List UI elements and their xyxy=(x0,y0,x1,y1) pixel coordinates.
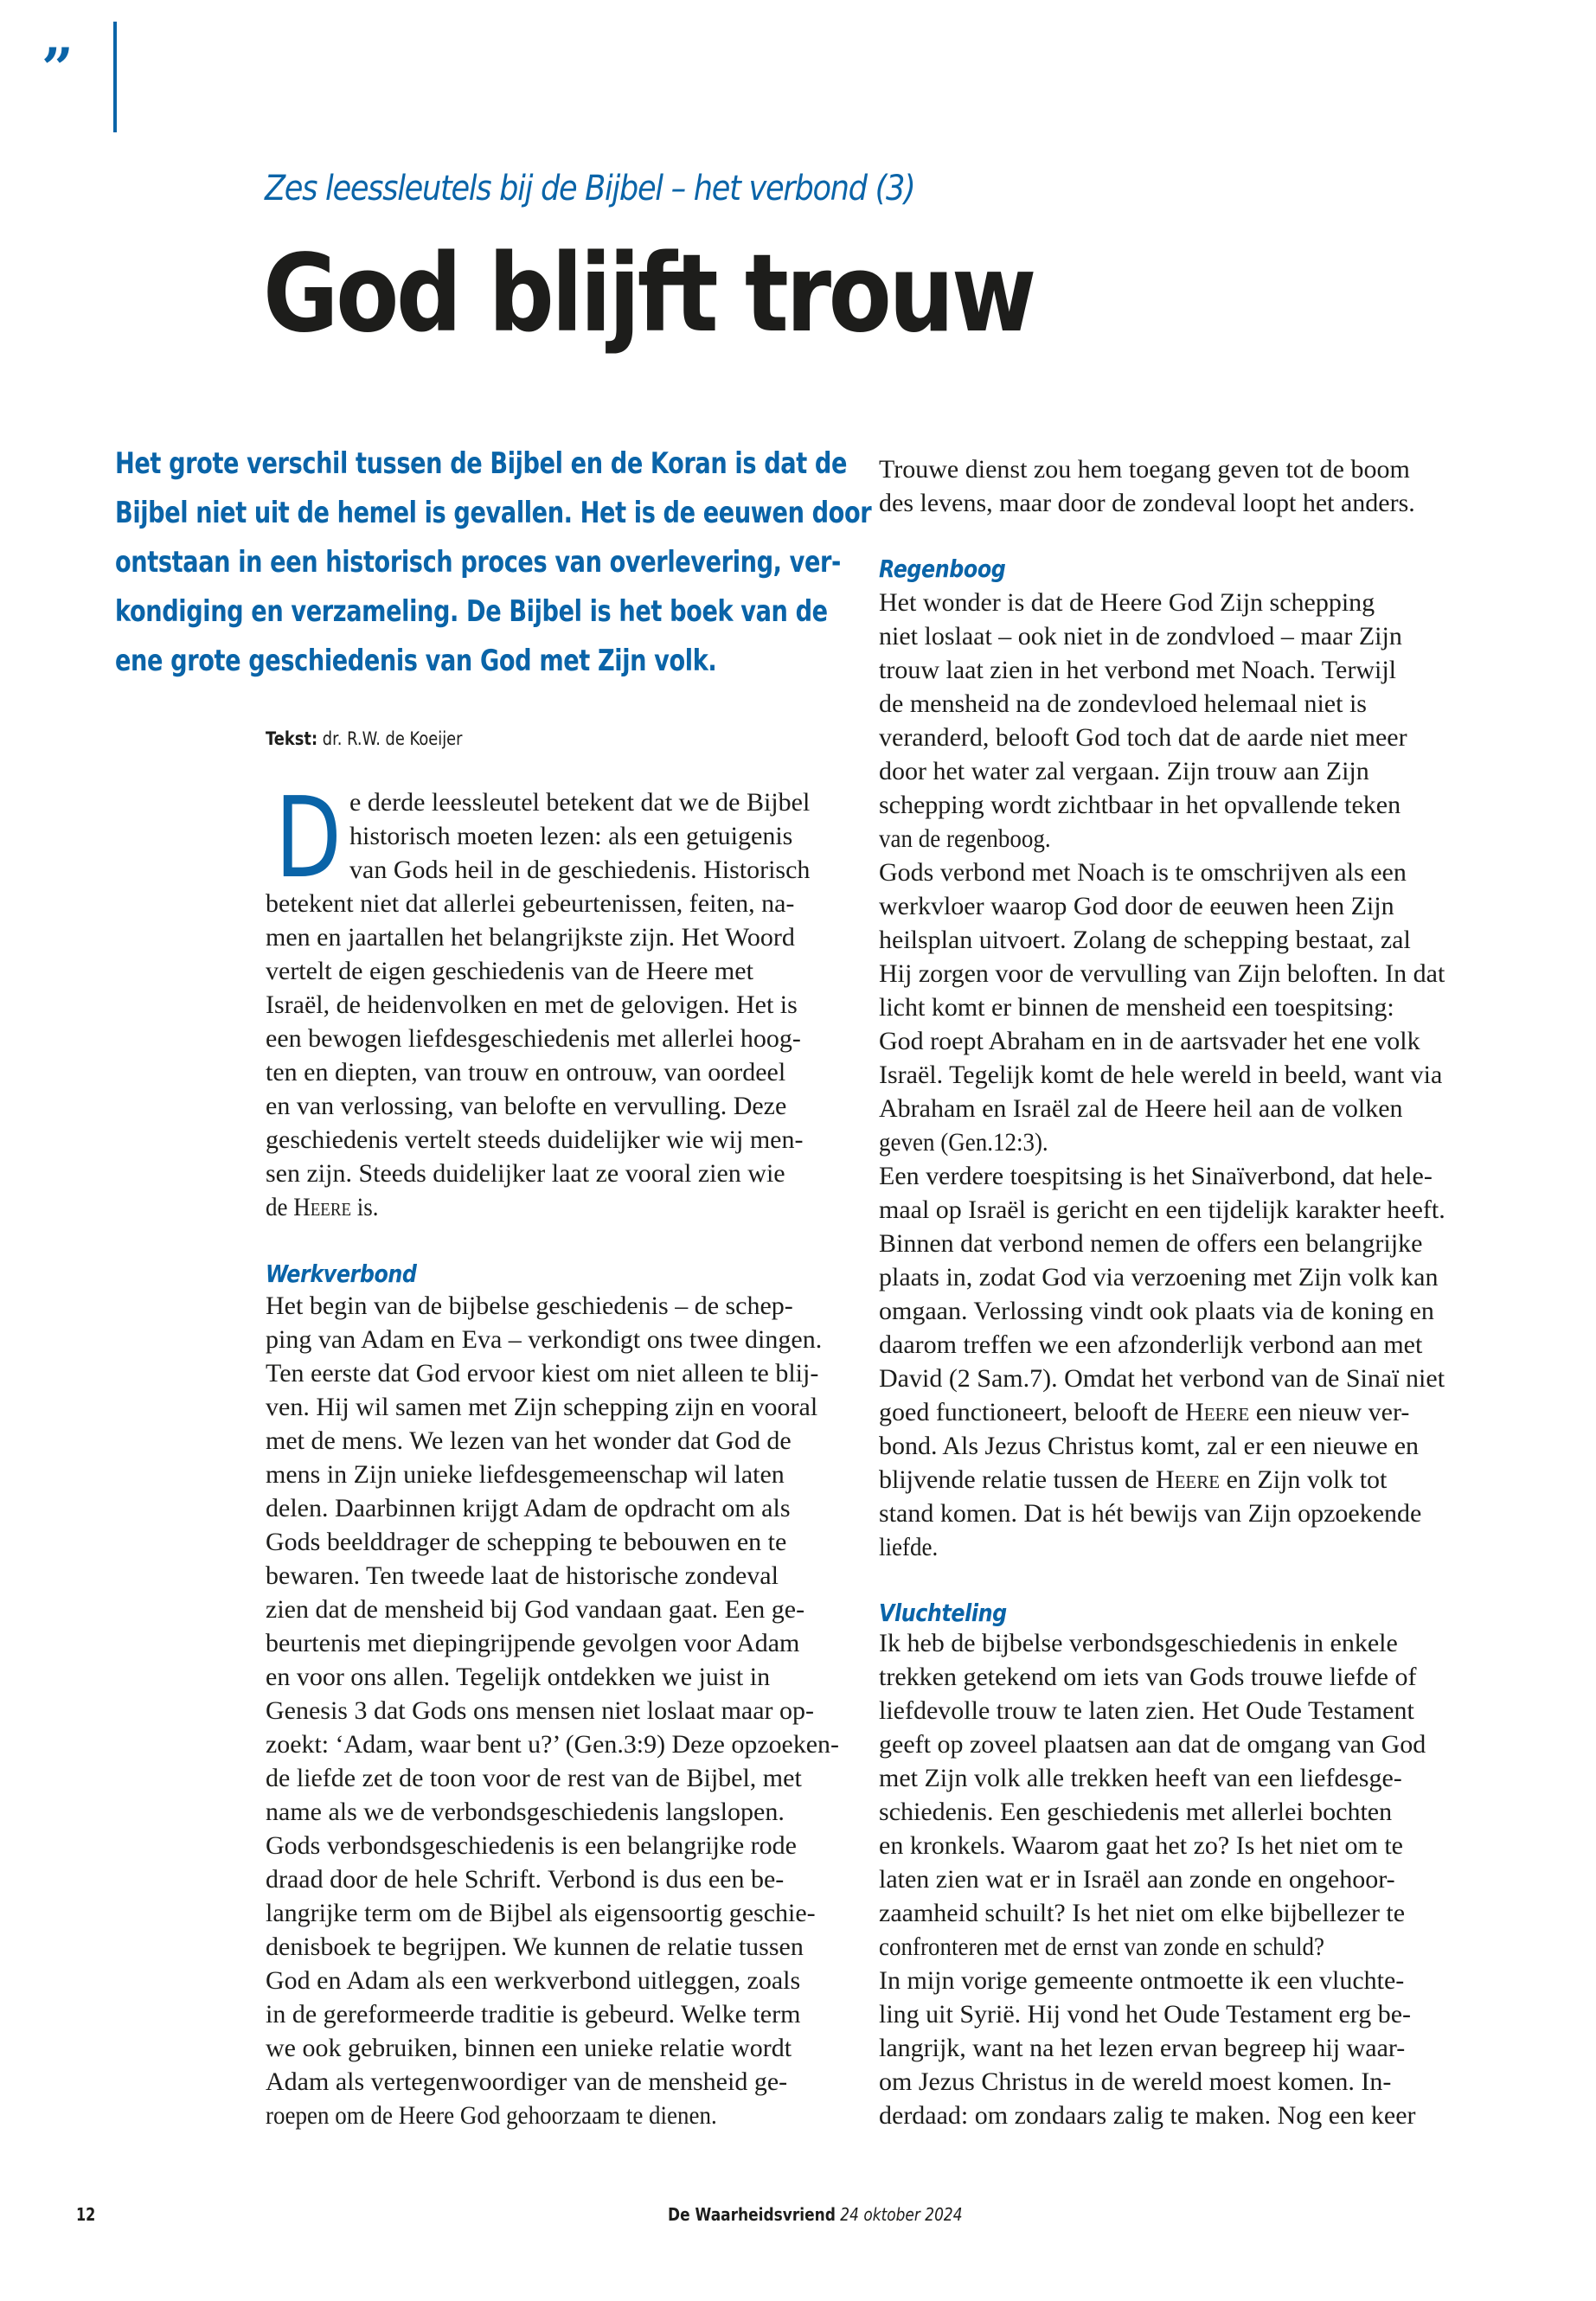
smallcaps-heere: Heere xyxy=(1155,1465,1221,1494)
body-line: in de gereformeerde traditie is gebeurd. Welke term xyxy=(266,2000,801,2029)
byline-label: Tekst: xyxy=(266,728,318,749)
body-line xyxy=(879,1467,1387,1493)
body-line: sen zijn. Steeds duidelijker laat ze vooral zien wie xyxy=(266,1159,785,1188)
body-line: confronteren met de ernst van zonde en schuld? xyxy=(879,1932,1325,1961)
body-line xyxy=(266,1195,379,1221)
body-line: name als we de verbondsgeschiedenis langslopen. xyxy=(266,1798,785,1826)
body-line: maal op Israël is gericht en een tijdelijk karakter heeft. xyxy=(879,1195,1445,1224)
body-line: historisch moeten lezen: als een getuigenis xyxy=(349,822,793,850)
body-line: door het water zal vergaan. Zijn trouw aan Zijn xyxy=(879,757,1369,785)
byline-author: dr. R.W. de Koeijer xyxy=(322,728,463,749)
body-line: licht komt er binnen de mensheid een toespitsing: xyxy=(879,993,1394,1022)
issue-date: 24 oktober 2024 xyxy=(840,2204,963,2225)
body-line: vertelt de eigen geschiedenis van de Heere met xyxy=(266,957,753,985)
body-line: met Zijn volk alle trekken heeft van een liefdesge- xyxy=(879,1764,1402,1792)
byline xyxy=(266,728,462,749)
body-line: trouw laat zien in het verbond met Noach. Terwijl xyxy=(879,656,1396,684)
body-line: denisboek te begrijpen. We kunnen de relatie tussen xyxy=(266,1932,804,1961)
article-title: God blijft trouw xyxy=(263,232,1034,356)
body-line: e derde leessleutel betekent dat we de Bijbel xyxy=(349,788,811,817)
body-line: van Gods heil in de geschiedenis. Historisch xyxy=(349,856,811,884)
body-line: ling uit Syrië. Hij vond het Oude Testament erg be- xyxy=(879,2000,1412,2029)
body-line: schiedenis. Een geschiedenis met allerlei bochten xyxy=(879,1798,1393,1826)
body-line: Gods verbond met Noach is te omschrijven als een xyxy=(879,858,1407,887)
body-line: Ten eerste dat God ervoor kiest om niet alleen te blij- xyxy=(266,1359,819,1388)
body-line: we ook gebruiken, binnen een unieke relatie wordt xyxy=(266,2034,792,2062)
lead-line: ontstaan in een historisch proces van overlevering, ver- xyxy=(115,545,841,580)
smallcaps-heere: Heere xyxy=(1185,1398,1250,1426)
body-line: Trouwe dienst zou hem toegang geven tot de boom xyxy=(879,455,1410,484)
body-line: en kronkels. Waarom gaat het zo? Is het niet om te xyxy=(879,1831,1403,1860)
body-line: derdaad: om zondaars zalig te maken. Nog een keer xyxy=(879,2101,1416,2130)
lead-line: ene grote geschiedenis van God met Zijn volk. xyxy=(115,644,717,678)
smallcaps-heere: Heere xyxy=(293,1193,351,1221)
body-line: Het begin van de bijbelse geschiedenis – de schep- xyxy=(266,1292,793,1320)
body-line: roepen om de Heere God gehoorzaam te dienen. xyxy=(266,2101,717,2130)
body-line: delen. Daarbinnen krijgt Adam de opdracht om als xyxy=(266,1494,791,1522)
text: een nieuw ver- xyxy=(1249,1398,1410,1426)
body-line: trekken getekend om iets van Gods trouwe liefde of xyxy=(879,1663,1417,1691)
body-line: zoekt: ‘Adam, waar bent u?’ (Gen.3:9) Deze opzoeken- xyxy=(266,1730,839,1759)
text: de xyxy=(266,1193,294,1221)
lead-line: Bijbel niet uit de hemel is gevallen. Het is de eeuwen door xyxy=(115,496,872,530)
body-line: draad door de hele Schrift. Verbond is dus een be- xyxy=(266,1865,785,1894)
body-line: Gods verbondsgeschiedenis is een belangrijke rode xyxy=(266,1831,797,1860)
body-line: David (2 Sam.7). Omdat het verbond van de Sinaï niet xyxy=(879,1364,1445,1393)
body-line: daarom treffen we een afzonderlijk verbond aan met xyxy=(879,1330,1423,1359)
body-line: een bewogen liefdesgeschiedenis met allerlei hoog- xyxy=(266,1024,801,1053)
body-line: Israël. Tegelijk komt de hele wereld in beeld, want via xyxy=(879,1061,1443,1089)
body-line: bond. Als Jezus Christus komt, zal er een nieuwe en xyxy=(879,1432,1420,1460)
body-line: liefdevolle trouw te laten zien. Het Oude Testament xyxy=(879,1696,1414,1725)
body-line: geeft op zoveel plaatsen aan dat de omgang van God xyxy=(879,1730,1426,1759)
text: en Zijn volk tot xyxy=(1220,1465,1388,1494)
body-line: van de regenboog. xyxy=(879,824,1051,853)
body-line: ten en diepten, van trouw en ontrouw, van oordeel xyxy=(266,1058,786,1086)
body-line: omgaan. Verlossing vindt ook plaats via de koning en xyxy=(879,1297,1434,1325)
body-line: ping van Adam en Eva – verkondigt ons twee dingen. xyxy=(266,1325,823,1354)
body-line: en voor ons allen. Tegelijk ontdekken we juist in xyxy=(266,1663,771,1691)
body-line: Ik heb de bijbelse verbondsgeschiedenis in enkele xyxy=(879,1629,1398,1657)
body-line: de liefde zet de toon voor de rest van de Bijbel, met xyxy=(266,1764,802,1792)
lead-line: kondiging en verzameling. De Bijbel is het boek van de xyxy=(115,594,828,629)
vertical-rule xyxy=(113,22,117,132)
body-line: liefde. xyxy=(879,1533,939,1561)
body-line: betekent niet dat allerlei gebeurtenissen, feiten, na- xyxy=(266,889,795,918)
body-line: langrijk, want na het lezen ervan begreep hij waar- xyxy=(879,2034,1406,2062)
section-heading-vluchteling: Vluchteling xyxy=(879,1599,1007,1627)
text: blijvende relatie tussen de xyxy=(879,1465,1156,1494)
body-line: veranderd, belooft God toch dat de aarde niet meer xyxy=(879,723,1407,752)
body-line: Hij zorgen voor de vervulling van Zijn beloften. In dat xyxy=(879,959,1445,988)
body-line: Het wonder is dat de Heere God Zijn schepping xyxy=(879,588,1375,617)
body-line: schepping wordt zichtbaar in het opvallende teken xyxy=(879,791,1401,819)
drop-cap: D xyxy=(275,774,342,903)
body-line: Binnen dat verbond nemen de offers een belangrijke xyxy=(879,1229,1423,1258)
body-line: werkvloer waarop God door de eeuwen heen Zijn xyxy=(879,892,1394,920)
body-line: bewaren. Ten tweede laat de historische zondeval xyxy=(266,1561,779,1590)
body-line: plaats in, zodat God via verzoening met Zijn volk kan xyxy=(879,1263,1439,1292)
body-line: om Jezus Christus in de wereld moest komen. In- xyxy=(879,2067,1392,2096)
body-line: geven (Gen.12:3). xyxy=(879,1128,1048,1157)
body-line: heilsplan uitvoert. Zolang de schepping bestaat, zal xyxy=(879,926,1411,954)
body-line: beurtenis met diepingrijpende gevolgen voor Adam xyxy=(266,1629,800,1657)
text: is. xyxy=(350,1193,379,1221)
body-line: met de mens. We lezen van het wonder dat God de xyxy=(266,1426,792,1455)
section-heading-werkverbond: Werkverbond xyxy=(266,1259,417,1288)
body-line: stand komen. Dat is hét bewijs van Zijn opzoekende xyxy=(879,1499,1422,1528)
text: goed functioneert, belooft de xyxy=(879,1398,1186,1426)
body-line: langrijke term om de Bijbel als eigensoortig geschie- xyxy=(266,1899,816,1927)
series-kicker: Zes leessleutels bij de Bijbel – het verbond (3) xyxy=(265,169,915,208)
body-line: Gods beelddrager de schepping te bebouwen en te xyxy=(266,1528,787,1556)
body-line: Abraham en Israël zal de Heere heil aan de volken xyxy=(879,1094,1403,1123)
body-line xyxy=(879,1400,1409,1426)
magazine-footer xyxy=(668,2204,963,2225)
body-line: laten zien wat er in Israël aan zonde en ongehoor- xyxy=(879,1865,1395,1894)
lead-line: Het grote verschil tussen de Bijbel en de Koran is dat de xyxy=(115,446,848,481)
body-line: ven. Hij wil samen met Zijn schepping zijn en vooral xyxy=(266,1393,818,1421)
page-number: 12 xyxy=(76,2204,96,2225)
body-line: geschiedenis vertelt steeds duidelijker wie wij men- xyxy=(266,1125,804,1154)
section-heading-regenboog: Regenboog xyxy=(879,554,1006,583)
quote-icon: ” xyxy=(42,36,68,101)
body-line: zaamheid schuilt? Is het niet om elke bijbellezer te xyxy=(879,1899,1406,1927)
body-line: men en jaartallen het belangrijkste zijn. Het Woord xyxy=(266,923,795,952)
body-line: de mensheid na de zondevloed helemaal niet is xyxy=(879,689,1367,718)
body-line: God en Adam als een werkverbond uitleggen, zoals xyxy=(266,1966,801,1995)
body-line: In mijn vorige gemeente ontmoette ik een vluchte- xyxy=(879,1966,1405,1995)
body-line: niet loslaat – ook niet in de zondvloed – maar Zijn xyxy=(879,622,1402,651)
body-line: Genesis 3 dat Gods ons mensen niet loslaat maar op- xyxy=(266,1696,815,1725)
body-line: God roept Abraham en in de aartsvader het ene volk xyxy=(879,1027,1420,1055)
body-line: Adam als vertegenwoordiger van de mensheid ge- xyxy=(266,2067,788,2096)
magazine-name: De Waarheidsvriend xyxy=(668,2204,836,2225)
body-line: Israël, de heidenvolken en met de gelovigen. Het is xyxy=(266,990,798,1019)
body-line: mens in Zijn unieke liefdesgemeenschap wil laten xyxy=(266,1460,785,1489)
body-line: zien dat de mensheid bij God vandaan gaat. Een ge- xyxy=(266,1595,805,1624)
body-line: Een verdere toespitsing is het Sinaïverbond, dat hele- xyxy=(879,1162,1433,1190)
body-line: en van verlossing, van belofte en vervulling. Deze xyxy=(266,1092,787,1120)
body-line: des levens, maar door de zondeval loopt het anders. xyxy=(879,489,1415,517)
